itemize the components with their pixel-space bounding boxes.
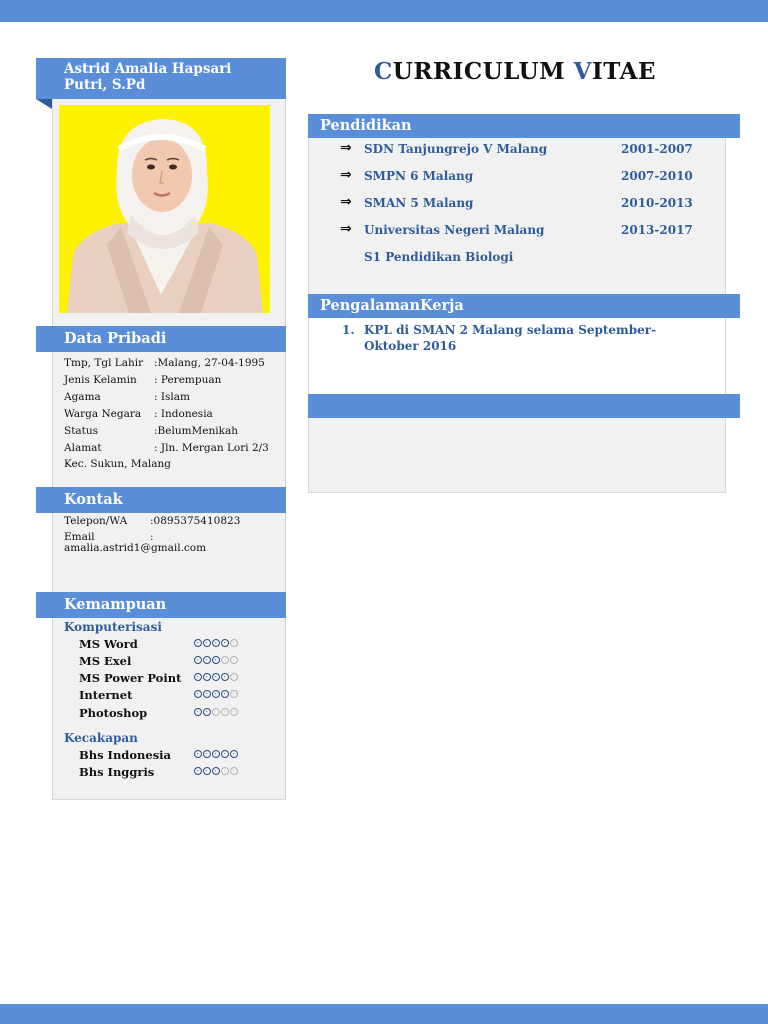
- rating-filled-icon: [221, 690, 229, 698]
- email-label: Email: [64, 531, 95, 543]
- field-label: Tmp, Tgl Lahir: [64, 357, 144, 369]
- field-value: : Jln. Mergan Lori 2/3: [154, 442, 269, 454]
- arrow-icon: ⇒: [340, 194, 352, 210]
- skill-label: MS Exel: [79, 654, 132, 668]
- full-name: Astrid Amalia Hapsari Putri, S.Pd: [64, 61, 232, 93]
- field-value: : Indonesia: [154, 408, 213, 420]
- skill-row: [79, 654, 279, 671]
- rating-empty-icon: [221, 656, 229, 664]
- experience-item: [342, 322, 672, 354]
- rating-filled-icon: [212, 673, 220, 681]
- section-title: Data Pribadi: [64, 330, 167, 347]
- skill-row: [79, 706, 279, 723]
- skill-label: Photoshop: [79, 706, 148, 720]
- rating-filled-icon: [203, 750, 211, 758]
- rating-filled-icon: [203, 708, 211, 716]
- rating-filled-icon: [194, 656, 202, 664]
- rating-filled-icon: [194, 708, 202, 716]
- personal-data-list: [64, 355, 284, 471]
- section-title: PengalamanKerja: [320, 297, 464, 314]
- personal-data-row: [64, 389, 284, 406]
- school-name: SDN Tanjungrejo V Malang: [364, 142, 548, 156]
- contact-list: [64, 514, 282, 556]
- skill-rating: [194, 673, 238, 681]
- school-years: 2013-2017: [621, 223, 693, 237]
- rating-filled-icon: [194, 750, 202, 758]
- rating-filled-icon: [212, 656, 220, 664]
- skill-row: [79, 637, 279, 654]
- arrow-icon: ⇒: [340, 221, 352, 237]
- skill-row: [79, 748, 279, 765]
- skill-label: MS Word: [79, 637, 138, 651]
- section-header-kontak: [36, 487, 286, 513]
- skill-rating: [194, 690, 238, 698]
- skill-label: MS Power Point: [79, 671, 182, 685]
- section-header-empty: [308, 394, 740, 418]
- skills-subheading-kecakapan: Kecakapan: [64, 731, 138, 745]
- section-header-kemampuan: [36, 592, 286, 618]
- rating-filled-icon: [203, 639, 211, 647]
- rating-empty-icon: [230, 690, 238, 698]
- rating-empty-icon: [230, 639, 238, 647]
- phone-label: Telepon/WA: [64, 515, 128, 527]
- experience-text: KPL di SMAN 2 Malang selama September-Oktober 2016: [364, 323, 657, 353]
- school-name: SMPN 6 Malang: [364, 169, 474, 183]
- title-word-2: ITAE: [592, 58, 657, 85]
- skill-label: Bhs Inggris: [79, 765, 155, 779]
- personal-data-row: [64, 355, 284, 372]
- rating-filled-icon: [221, 673, 229, 681]
- field-value: :BelumMenikah: [154, 425, 239, 437]
- address-line-2: Kec. Sukun, Malang: [64, 458, 171, 470]
- arrow-icon: ⇒: [340, 167, 352, 183]
- rating-filled-icon: [203, 656, 211, 664]
- rating-filled-icon: [194, 673, 202, 681]
- section-title: Kemampuan: [64, 596, 167, 613]
- email-colon: :: [150, 531, 154, 543]
- arrow-icon: ⇒: [340, 140, 352, 156]
- skill-label: Bhs Indonesia: [79, 748, 171, 762]
- rating-empty-icon: [221, 767, 229, 775]
- field-label: Alamat: [64, 442, 102, 454]
- rating-filled-icon: [230, 750, 238, 758]
- section-header-pendidikan: [308, 114, 740, 138]
- personal-data-row: [64, 406, 284, 423]
- field-value: : Perempuan: [154, 374, 222, 386]
- rating-filled-icon: [203, 673, 211, 681]
- education-row: [340, 196, 710, 214]
- rating-filled-icon: [221, 750, 229, 758]
- rating-empty-icon: [230, 656, 238, 664]
- section-title: Pendidikan: [320, 117, 412, 134]
- skills-subheading-komputerisasi: Komputerisasi: [64, 620, 162, 634]
- school-years: 2001-2007: [621, 142, 693, 156]
- field-value: : Islam: [154, 391, 190, 403]
- section-header-pengalaman: [308, 294, 740, 318]
- bottom-accent-bar: [0, 1004, 768, 1024]
- field-label: Jenis Kelamin: [64, 374, 137, 386]
- section-header-data-pribadi: [36, 326, 286, 352]
- title-word-1: URRICULUM: [392, 58, 574, 85]
- phone-value: :0895375410823: [150, 515, 241, 527]
- skill-row: [79, 688, 279, 705]
- school-name: Universitas Negeri Malang: [364, 223, 545, 237]
- rating-filled-icon: [221, 639, 229, 647]
- rating-filled-icon: [194, 639, 202, 647]
- title-initial-v: V: [573, 58, 593, 85]
- education-row: [340, 169, 710, 187]
- skill-rating: [194, 708, 238, 716]
- field-label: Agama: [64, 391, 101, 403]
- field-label: Warga Negara: [64, 408, 142, 420]
- personal-data-row: [64, 440, 284, 457]
- rating-filled-icon: [212, 750, 220, 758]
- top-accent-bar: [0, 0, 768, 22]
- rating-filled-icon: [212, 639, 220, 647]
- skill-rating: [194, 750, 238, 758]
- education-row: [340, 223, 710, 241]
- rating-filled-icon: [203, 690, 211, 698]
- rating-filled-icon: [212, 767, 220, 775]
- skill-label: Internet: [79, 688, 133, 702]
- email-value: amalia.astrid1@gmail.com: [64, 542, 207, 554]
- profile-photo: [59, 105, 270, 313]
- skill-rating: [194, 767, 238, 775]
- document-title: [310, 58, 720, 85]
- school-years: 2007-2010: [621, 169, 693, 183]
- skill-rating: [194, 639, 238, 647]
- school-years: 2010-2013: [621, 196, 693, 210]
- rating-empty-icon: [230, 673, 238, 681]
- banner-fold: [36, 99, 52, 109]
- rating-empty-icon: [212, 708, 220, 716]
- field-label: Status: [64, 425, 99, 437]
- contact-row-email: [64, 530, 282, 546]
- rating-empty-icon: [221, 708, 229, 716]
- skill-row: [79, 671, 279, 688]
- section-title: Kontak: [64, 491, 123, 508]
- school-name: SMAN 5 Malang: [364, 196, 474, 210]
- list-number: 1.: [342, 323, 355, 337]
- name-banner: [36, 58, 286, 99]
- profile-photo-figure: [59, 105, 270, 313]
- education-row: [340, 142, 710, 160]
- personal-data-row: [64, 423, 284, 440]
- rating-empty-icon: [230, 708, 238, 716]
- personal-data-row: [64, 372, 284, 389]
- rating-filled-icon: [212, 690, 220, 698]
- rating-filled-icon: [203, 767, 211, 775]
- rating-filled-icon: [194, 767, 202, 775]
- rating-empty-icon: [230, 767, 238, 775]
- degree-note: S1 Pendidikan Biologi: [364, 250, 514, 264]
- skill-rating: [194, 656, 238, 664]
- title-initial-c: C: [373, 58, 393, 85]
- field-value: :Malang, 27-04-1995: [154, 357, 265, 369]
- contact-row-phone: [64, 514, 282, 530]
- rating-filled-icon: [194, 690, 202, 698]
- skill-row: [79, 765, 279, 782]
